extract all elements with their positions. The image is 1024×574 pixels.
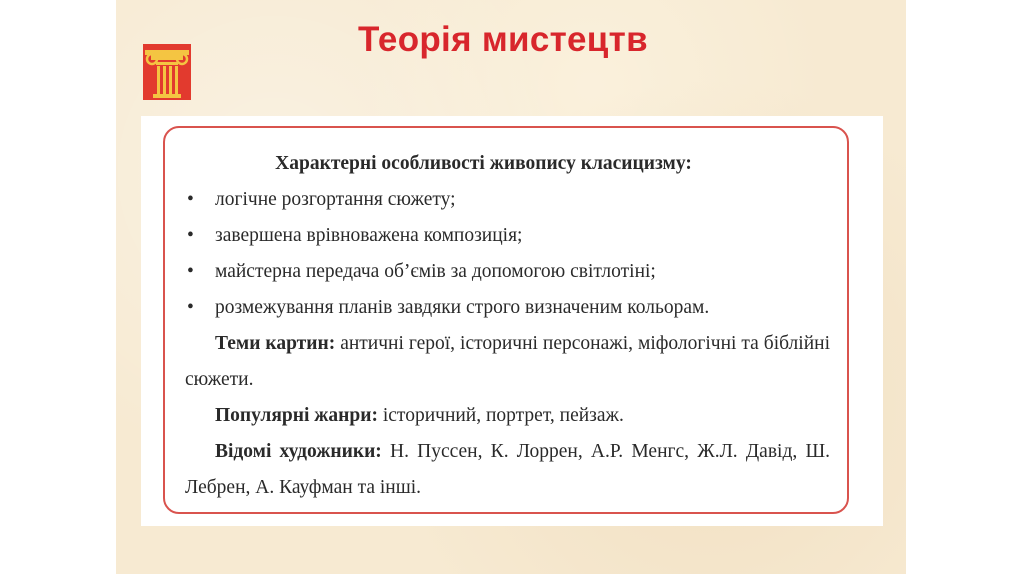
artists-label: Відомі художники: — [215, 441, 382, 462]
artists-paragraph — [185, 434, 830, 506]
bullet-icon: • — [187, 225, 194, 246]
ionic-column-icon — [143, 44, 191, 100]
section-heading: Характерні особливості живопису класицизму: — [275, 153, 692, 174]
list-item: • логічне розгортання сюжету; — [185, 182, 830, 218]
genres-text: історичний, портрет, пейзаж. — [377, 405, 624, 426]
content-text — [185, 146, 830, 506]
list-item: • майстерна передача об’ємів за допомогою світлотіні; — [185, 254, 830, 290]
themes-label: Теми картин: — [215, 333, 336, 354]
features-list — [185, 182, 830, 326]
bullet-icon: • — [187, 189, 194, 210]
slide-title: Теорія мистецтв — [358, 20, 648, 59]
bullet-icon: • — [187, 297, 194, 318]
themes-paragraph — [185, 326, 830, 398]
themes-text: античні герої, історичні персонажі, міфологічні та біблійні сюжети. — [185, 333, 830, 390]
genres-paragraph — [185, 398, 830, 434]
list-item: • розмежування планів завдяки строго визначеним кольорам. — [185, 290, 830, 326]
genres-label: Популярні жанри: — [215, 405, 378, 426]
list-item: • завершена врівноважена композиція; — [185, 218, 830, 254]
bullet-icon: • — [187, 261, 194, 282]
artists-text: Н. Пуссен, К. Лоррен, А.Р. Менгс, Ж.Л. Давід, Ш. Лебрен, А. Кауфман та інші. — [185, 441, 830, 498]
